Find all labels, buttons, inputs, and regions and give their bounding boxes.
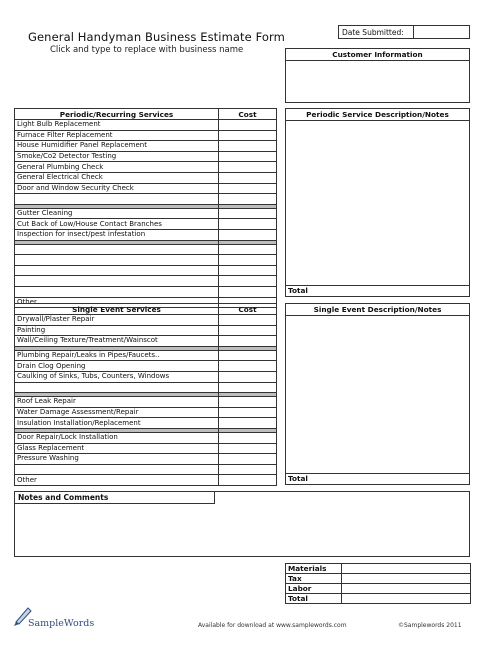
service-label: Pressure Washing [15,454,219,465]
cost-cell[interactable] [219,172,277,183]
cost-cell[interactable] [219,475,277,486]
table-row [15,325,277,336]
form-title: General Handyman Business Estimate Form [28,30,285,44]
table-row [15,397,277,408]
single-event-services-header: Single Event Services [15,304,219,315]
service-label: Plumbing Repair/Leaks in Pipes/Faucets.. [15,350,219,361]
cost-cell[interactable] [219,418,277,429]
table-row [286,564,471,574]
cost-cell[interactable] [219,350,277,361]
totals-table [285,563,471,604]
cost-cell[interactable] [219,286,277,297]
cost-cell[interactable] [219,407,277,418]
table-row [15,172,277,183]
other-label: Other [15,475,219,486]
table-row [15,286,277,297]
service-label: Door and Window Security Check [15,183,219,194]
materials-value[interactable] [342,564,471,574]
table-row [15,336,277,347]
service-label: Wall/Ceiling Texture/Treatment/Wainscot [15,336,219,347]
service-label[interactable] [15,276,219,287]
service-label: Drywall/Plaster Repair [15,315,219,326]
service-label: Door Repair/Lock Installation [15,432,219,443]
customer-information-header: Customer Information [286,49,469,61]
table-row [286,574,471,584]
service-label[interactable] [15,382,219,393]
cost-cell[interactable] [219,382,277,393]
service-label[interactable] [15,194,219,205]
table-row [15,151,277,162]
service-label: Insulation Installation/Replacement [15,418,219,429]
service-label: Smoke/Co2 Detector Testing [15,151,219,162]
grand-total-value[interactable] [342,594,471,604]
service-label: General Electrical Check [15,172,219,183]
periodic-total-label: Total [286,285,469,296]
cost-cell[interactable] [219,130,277,141]
periodic-services-header: Periodic/Recurring Services [15,109,219,120]
periodic-notes-box[interactable] [285,108,470,297]
table-row [15,432,277,443]
table-row [15,464,277,475]
service-label[interactable] [15,265,219,276]
business-name-placeholder[interactable]: Click and type to replace with business name [50,45,244,55]
cost-cell[interactable] [219,464,277,475]
table-row [15,265,277,276]
download-note: Available for download at www.samplewords.com [198,622,347,629]
service-label: Light Bulb Replacement [15,120,219,131]
table-row [15,276,277,287]
table-row [15,162,277,173]
cost-cell[interactable] [219,255,277,266]
single-event-notes-box[interactable] [285,303,470,485]
table-row [15,315,277,326]
service-label[interactable] [15,464,219,475]
cost-cell[interactable] [219,141,277,152]
cost-cell[interactable] [219,265,277,276]
service-label: Drain Clog Opening [15,361,219,372]
cost-cell[interactable] [219,336,277,347]
table-row [15,350,277,361]
customer-information-box [285,48,470,103]
cost-cell[interactable] [219,244,277,255]
service-label: Gutter Cleaning [15,208,219,219]
cost-cell[interactable] [219,325,277,336]
service-label: Painting [15,325,219,336]
cost-cell[interactable] [219,443,277,454]
cost-cell[interactable] [219,315,277,326]
table-row [15,361,277,372]
cost-cell[interactable] [219,454,277,465]
service-label: Cut Back of Low/House Contact Branches [15,219,219,230]
table-row [15,141,277,152]
service-label: Caulking of Sinks, Tubs, Counters, Windows [15,371,219,382]
materials-label: Materials [286,564,342,574]
table-row [15,130,277,141]
table-row [15,219,277,230]
table-row [15,418,277,429]
table-row [15,229,277,240]
service-label: Furnace Filter Replacement [15,130,219,141]
cost-cell[interactable] [219,229,277,240]
notes-and-comments-header: Notes and Comments [15,492,215,504]
date-submitted-box [338,25,470,39]
table-row [15,194,277,205]
service-label: House Humidifier Panel Replacement [15,141,219,152]
table-row [286,584,471,594]
logo-text: SampleWords [28,618,95,629]
single-total-label: Total [286,473,469,484]
service-label: Inspection for insect/pest infestation [15,229,219,240]
table-row [15,120,277,131]
service-label[interactable] [15,255,219,266]
labor-value[interactable] [342,584,471,594]
cost-cell[interactable] [219,371,277,382]
tax-label: Tax [286,574,342,584]
grand-total-label: Total [286,594,342,604]
cost-cell[interactable] [219,162,277,173]
service-label: General Plumbing Check [15,162,219,173]
periodic-notes-header: Periodic Service Description/Notes [286,109,469,121]
single-event-notes-header: Single Event Description/Notes [286,304,469,316]
table-row [15,475,277,486]
cost-cell[interactable] [219,276,277,287]
samplewords-logo [14,604,94,634]
date-submitted-field[interactable] [413,26,470,38]
tax-value[interactable] [342,574,471,584]
service-label: Roof Leak Repair [15,397,219,408]
labor-label: Labor [286,584,342,594]
table-row [15,244,277,255]
service-label: Glass Replacement [15,443,219,454]
notes-and-comments-box[interactable] [14,491,470,557]
customer-information-field[interactable] [286,61,469,102]
single-cost-header: Cost [219,304,277,315]
table-row [15,443,277,454]
single-event-services-table [14,303,277,486]
cost-cell[interactable] [219,432,277,443]
cost-cell[interactable] [219,219,277,230]
other-label: Other [15,297,219,308]
table-row [15,208,277,219]
cost-cell[interactable] [219,194,277,205]
cost-cell[interactable] [219,361,277,372]
table-row [15,382,277,393]
table-row [15,255,277,266]
service-label: Water Damage Assessment/Repair [15,407,219,418]
cost-cell[interactable] [219,183,277,194]
copyright: ©Samplewords 2011 [398,622,462,629]
service-label[interactable] [15,286,219,297]
periodic-cost-header: Cost [219,109,277,120]
service-label[interactable] [15,244,219,255]
periodic-services-table [14,108,277,308]
table-row [15,183,277,194]
table-row [15,371,277,382]
table-row [286,594,471,604]
cost-cell[interactable] [219,208,277,219]
cost-cell[interactable] [219,397,277,408]
table-row [15,454,277,465]
date-submitted-label: Date Submitted: [342,28,404,37]
cost-cell[interactable] [219,120,277,131]
table-row [15,407,277,418]
cost-cell[interactable] [219,151,277,162]
